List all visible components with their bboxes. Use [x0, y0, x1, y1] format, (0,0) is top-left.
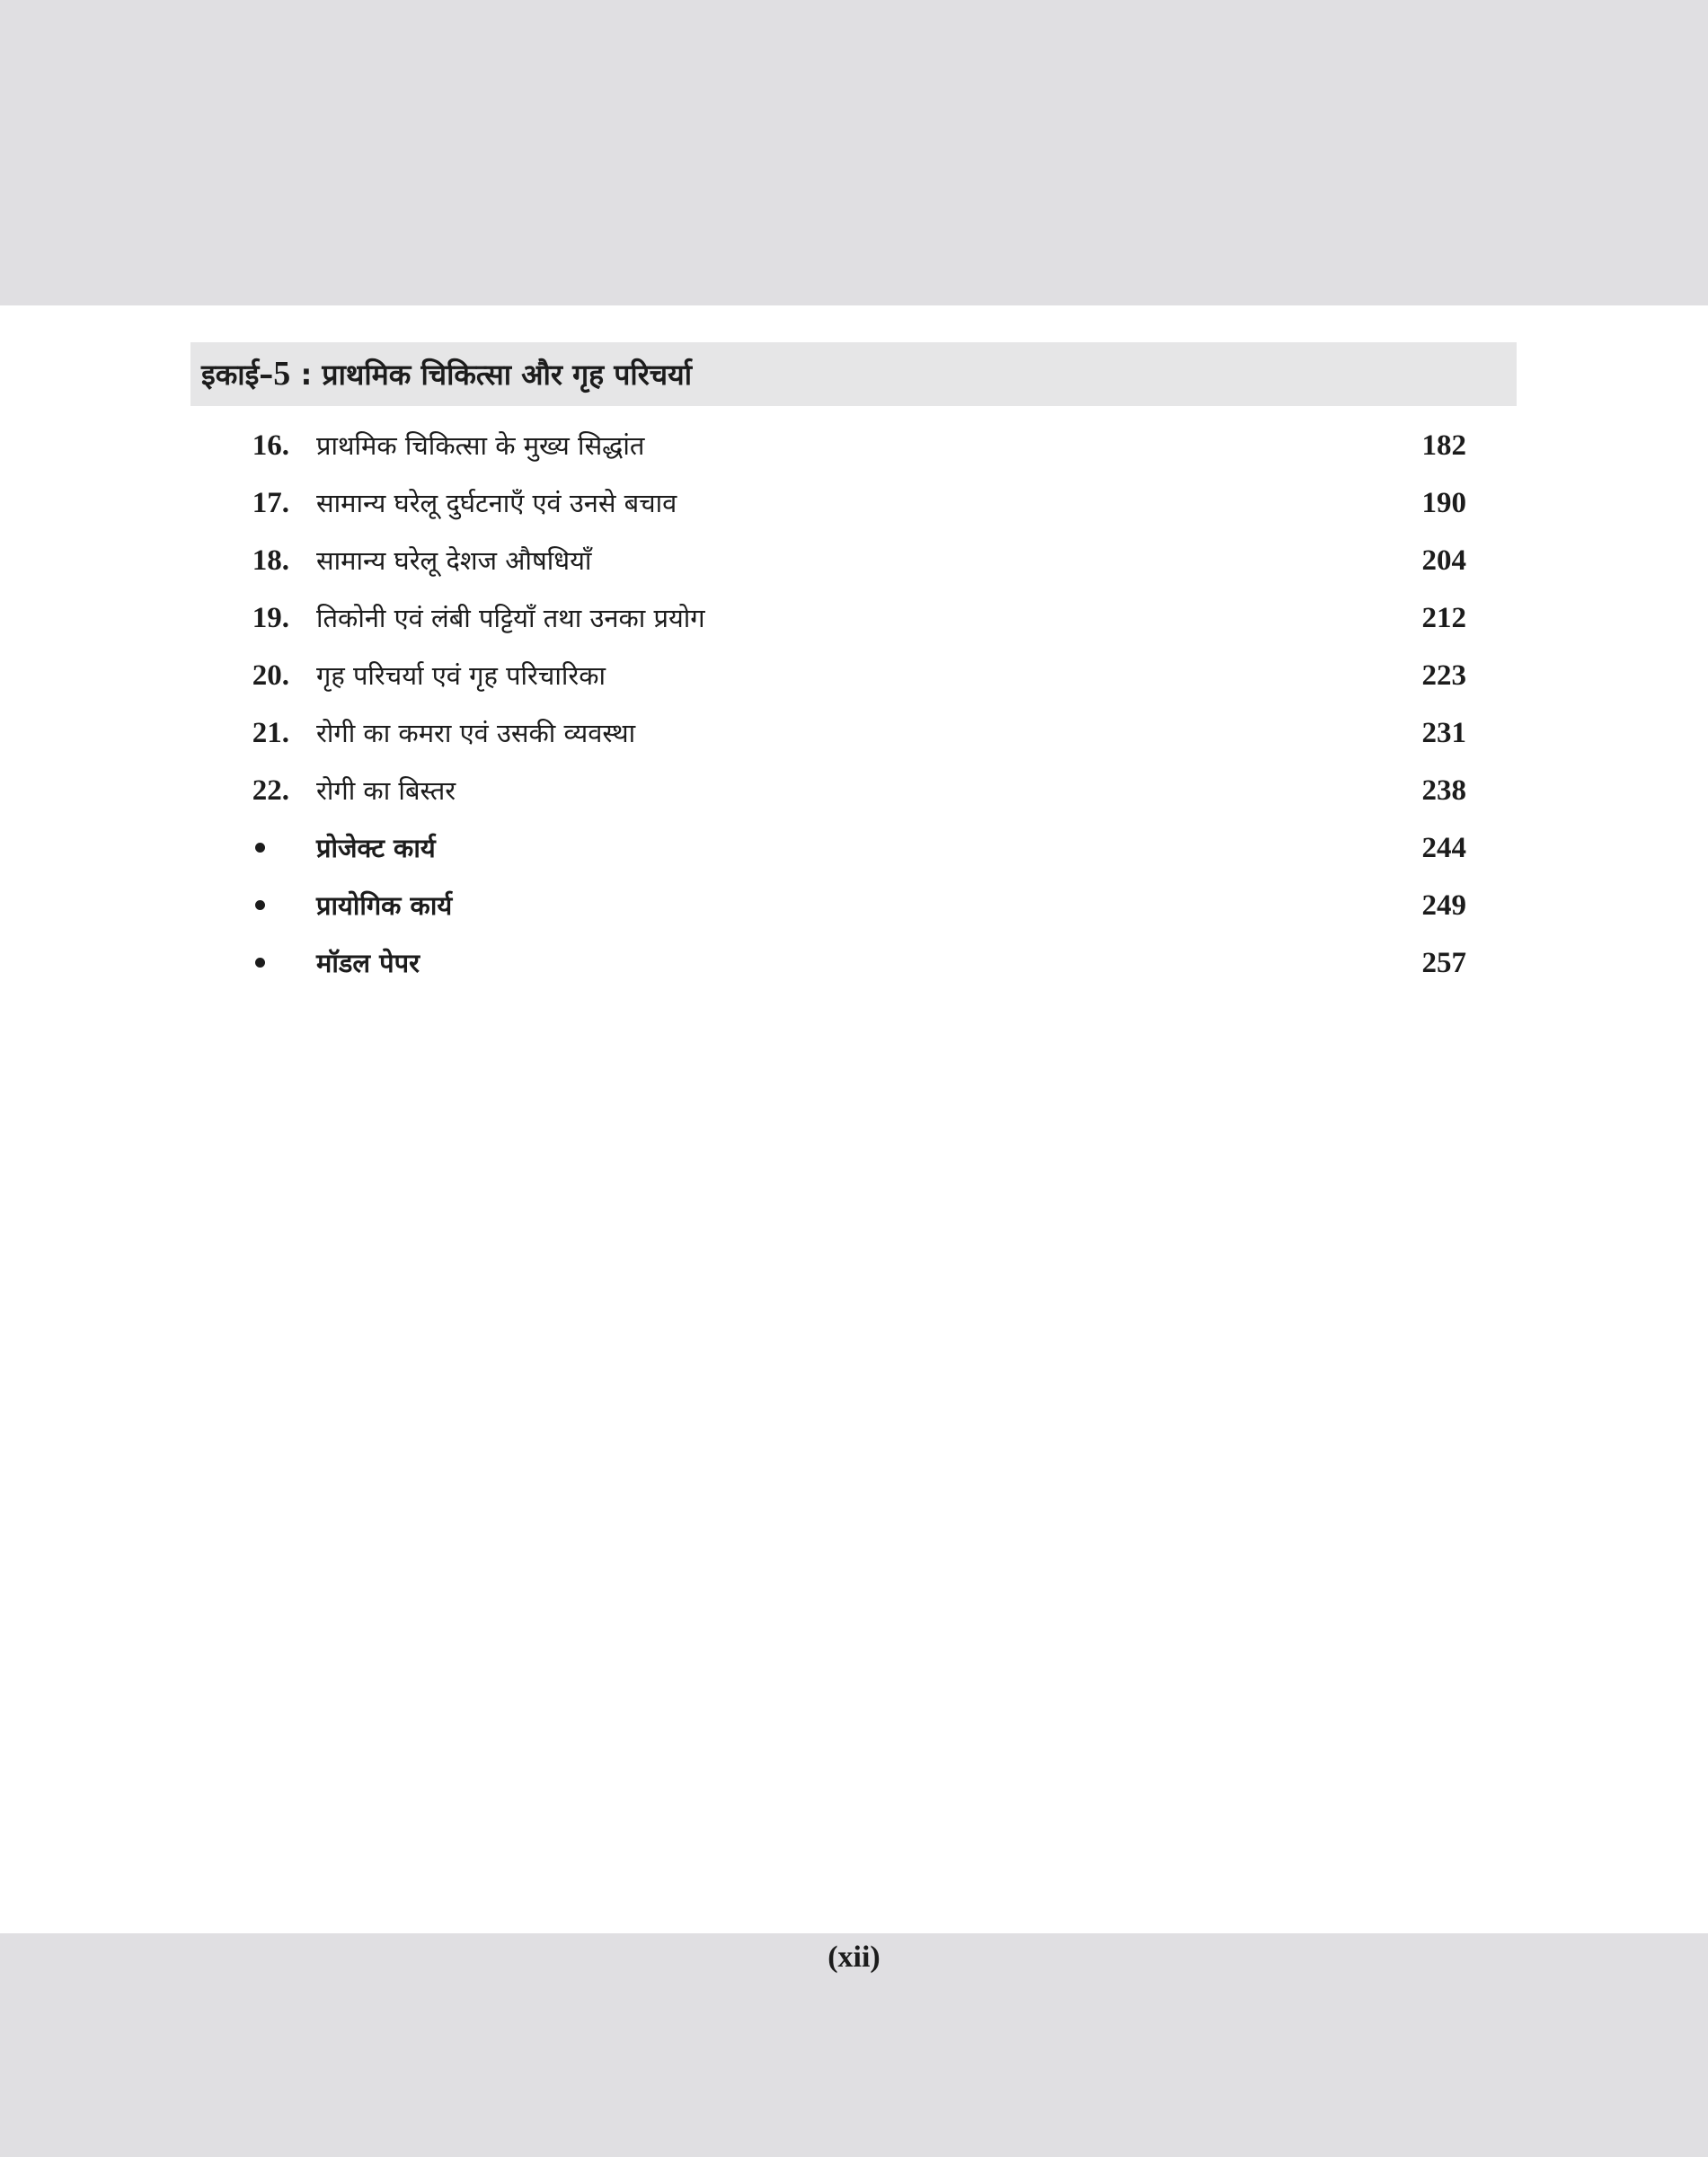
bullet-icon	[255, 958, 265, 968]
page-reference: 231	[1421, 717, 1466, 749]
page-reference: 244	[1421, 832, 1466, 864]
toc-extra-entry[interactable]	[0, 879, 1708, 936]
chapter-title: सामान्य घरेलू दुर्घटनाएँ एवं उनसे बचाव	[316, 488, 677, 518]
page-reference: 204	[1421, 544, 1466, 577]
page-reference: 238	[1421, 774, 1466, 807]
toc-entry[interactable]	[0, 591, 1708, 649]
chapter-number: 19.	[252, 602, 289, 634]
bullet-icon	[255, 843, 265, 853]
toc-extra-entry[interactable]	[0, 821, 1708, 879]
extra-title: प्रायोगिक कार्य	[316, 890, 453, 921]
toc-entry[interactable]	[0, 534, 1708, 591]
chapter-title: सामान्य घरेलू देशज औषधियाँ	[316, 545, 592, 576]
page-reference: 257	[1421, 947, 1466, 979]
chapter-number: 21.	[252, 717, 289, 749]
page-reference: 223	[1421, 659, 1466, 692]
page-reference: 182	[1421, 429, 1466, 462]
page-reference: 190	[1421, 487, 1466, 519]
toc-extra-entry[interactable]	[0, 936, 1708, 994]
chapter-number: 18.	[252, 544, 289, 577]
toc-entry[interactable]	[0, 764, 1708, 821]
table-of-contents	[0, 419, 1708, 994]
extra-title: मॉडल पेपर	[316, 948, 420, 978]
bullet-icon	[255, 900, 265, 910]
chapter-number: 20.	[252, 659, 289, 692]
unit-prefix: इकाई–	[201, 358, 274, 392]
chapter-title: प्राथमिक चिकित्सा के मुख्य सिद्धांत	[316, 430, 645, 461]
chapter-number: 22.	[252, 774, 289, 807]
page-number: (xii)	[827, 1940, 881, 1974]
chapter-title: गृह परिचर्या एवं गृह परिचारिका	[316, 660, 606, 691]
page-reference: 249	[1421, 889, 1466, 922]
unit-number: 5	[273, 355, 291, 393]
page-reference: 212	[1421, 602, 1466, 634]
chapter-title: तिकोनी एवं लंबी पट्टियाँ तथा उनका प्रयोग	[316, 603, 705, 633]
toc-entry[interactable]	[0, 419, 1708, 476]
toc-entry[interactable]	[0, 649, 1708, 706]
toc-entry[interactable]	[0, 476, 1708, 534]
chapter-title: रोगी का बिस्तर	[316, 775, 456, 806]
unit-separator: :	[290, 358, 323, 392]
chapter-title: रोगी का कमरा एवं उसकी व्यवस्था	[316, 718, 636, 748]
top-margin-band	[0, 0, 1708, 305]
extra-title: प्रोजेक्ट कार्य	[316, 833, 436, 863]
unit-title: प्राथमिक चिकित्सा और गृह परिचर्या	[322, 358, 692, 392]
chapter-number: 16.	[252, 429, 289, 462]
toc-entry[interactable]	[0, 706, 1708, 764]
chapter-number: 17.	[252, 487, 289, 519]
unit-header	[190, 342, 1517, 406]
